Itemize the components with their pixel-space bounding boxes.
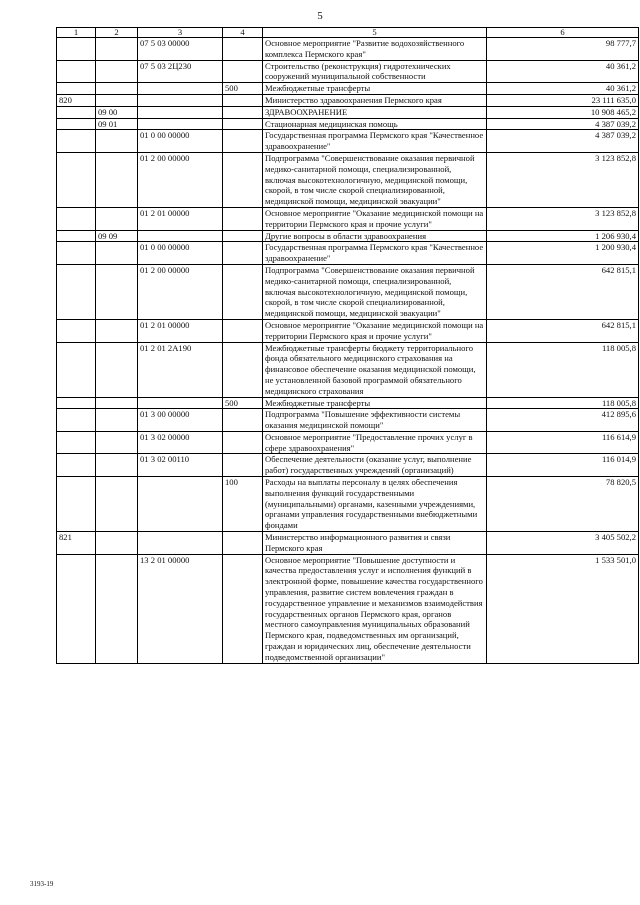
table-row	[57, 94, 639, 106]
ministry-code-cell	[57, 431, 96, 454]
item-name-cell: Межбюджетные трансферты бюджету территориального фонда обязательного медицинского страхования на финансовое обеспечение оказания медицинской помощи, не установленной базовой программой обязательного медицинского страхования	[263, 342, 487, 397]
col-header-2: 2	[96, 28, 138, 38]
amount-cell: 40 361,2	[487, 60, 639, 83]
item-name-cell: Подпрограмма "Совершенствование оказания первичной медико-санитарной помощи, специализированной, включая высокотехнологичную, медицинской помощи, скорой, в том числе скорой специализированной, медицинской помощи, медицинской эвакуации"	[263, 264, 487, 319]
target-article-cell	[138, 83, 223, 95]
item-name-cell: Основное мероприятие "Развитие водохозяйственного комплекса Пермского края"	[263, 38, 487, 61]
section-code-cell	[96, 152, 138, 207]
ministry-code-cell: 820	[57, 94, 96, 106]
section-code-cell	[96, 319, 138, 342]
item-name-cell: Подпрограмма "Совершенствование оказания первичной медико-санитарной помощи, специализированной, включая высокотехнологичную, медицинской помощи, скорой, в том числе скорой специализированной, медицинской помощи, медицинской эвакуации"	[263, 152, 487, 207]
item-name-cell: Государственная программа Пермского края "Качественное здравоохранение"	[263, 130, 487, 153]
ministry-code-cell	[57, 397, 96, 409]
amount-cell: 116 014,9	[487, 454, 639, 477]
table-row	[57, 554, 639, 663]
target-article-cell: 01 3 02 00000	[138, 431, 223, 454]
ministry-code-cell	[57, 106, 96, 118]
expense-type-cell: 500	[223, 397, 263, 409]
expense-type-cell	[223, 431, 263, 454]
item-name-cell: Основное мероприятие "Предоставление прочих услуг в сфере здравоохранения"	[263, 431, 487, 454]
table-row	[57, 454, 639, 477]
table-header-row	[57, 28, 639, 38]
table-row	[57, 477, 639, 532]
ministry-code-cell	[57, 118, 96, 130]
item-name-cell: ЗДРАВООХРАНЕНИЕ	[263, 106, 487, 118]
target-article-cell	[138, 106, 223, 118]
item-name-cell: Другие вопросы в области здравоохранения	[263, 230, 487, 242]
expense-type-cell	[223, 342, 263, 397]
target-article-cell: 01 2 01 00000	[138, 207, 223, 230]
item-name-cell: Стационарная медицинская помощь	[263, 118, 487, 130]
expense-type-cell	[223, 207, 263, 230]
section-code-cell	[96, 342, 138, 397]
section-code-cell	[96, 477, 138, 532]
target-article-cell	[138, 94, 223, 106]
section-code-cell	[96, 60, 138, 83]
section-code-cell	[96, 409, 138, 432]
table-row	[57, 264, 639, 319]
target-article-cell: 01 3 02 00110	[138, 454, 223, 477]
section-code-cell: 09 01	[96, 118, 138, 130]
item-name-cell: Подпрограмма "Повышение эффективности системы оказания медицинской помощи"	[263, 409, 487, 432]
table-row	[57, 319, 639, 342]
col-header-5: 5	[263, 28, 487, 38]
section-code-cell	[96, 38, 138, 61]
col-header-4: 4	[223, 28, 263, 38]
table-row	[57, 532, 639, 555]
item-name-cell: Межбюджетные трансферты	[263, 397, 487, 409]
section-code-cell: 09 09	[96, 230, 138, 242]
expense-type-cell	[223, 532, 263, 555]
amount-cell: 10 908 465,2	[487, 106, 639, 118]
amount-cell: 118 005,8	[487, 342, 639, 397]
ministry-code-cell	[57, 477, 96, 532]
col-header-3: 3	[138, 28, 223, 38]
amount-cell: 116 614,9	[487, 431, 639, 454]
target-article-cell: 01 2 01 00000	[138, 319, 223, 342]
expense-type-cell	[223, 106, 263, 118]
expense-type-cell	[223, 38, 263, 61]
table-row	[57, 431, 639, 454]
ministry-code-cell	[57, 60, 96, 83]
table-row	[57, 397, 639, 409]
section-code-cell	[96, 554, 138, 663]
section-code-cell	[96, 264, 138, 319]
item-name-cell: Строительство (реконструкция) гидротехнических сооружений муниципальной собственности	[263, 60, 487, 83]
section-code-cell	[96, 94, 138, 106]
amount-cell: 3 123 852,8	[487, 207, 639, 230]
section-code-cell	[96, 130, 138, 153]
ministry-code-cell	[57, 83, 96, 95]
amount-cell: 23 111 635,0	[487, 94, 639, 106]
table-row	[57, 152, 639, 207]
ministry-code-cell	[57, 454, 96, 477]
target-article-cell	[138, 230, 223, 242]
ministry-code-cell	[57, 130, 96, 153]
page-number: 5	[317, 10, 323, 22]
target-article-cell	[138, 397, 223, 409]
ministry-code-cell	[57, 409, 96, 432]
ministry-code-cell	[57, 152, 96, 207]
expense-type-cell	[223, 60, 263, 83]
ministry-code-cell	[57, 342, 96, 397]
expense-type-cell	[223, 230, 263, 242]
target-article-cell: 07 5 03 00000	[138, 38, 223, 61]
table-row	[57, 38, 639, 61]
section-code-cell	[96, 83, 138, 95]
expense-type-cell	[223, 319, 263, 342]
amount-cell: 4 387 039,2	[487, 118, 639, 130]
expense-type-cell	[223, 152, 263, 207]
item-name-cell: Обеспечение деятельности (оказание услуг, выполнение работ) государственных учреждений (организаций)	[263, 454, 487, 477]
amount-cell: 3 123 852,8	[487, 152, 639, 207]
ministry-code-cell	[57, 207, 96, 230]
target-article-cell	[138, 118, 223, 130]
item-name-cell: Основное мероприятие "Повышение доступности и качества предоставления услуг и исполнения функций в электронной форме, повышение качества государственного управления, развитие систем вовлечения граждан в государственное управление и механизмов взаимодействия государственных органов Пермского края, органов местного самоуправления муниципальных образований Пермского края, подведомственных им организаций, граждан и юридических лиц, обеспечение деятельности подведомственной организации"	[263, 554, 487, 663]
budget-table	[56, 27, 639, 664]
table-row	[57, 106, 639, 118]
ministry-code-cell	[57, 554, 96, 663]
table-row	[57, 230, 639, 242]
table-row	[57, 207, 639, 230]
table-row	[57, 130, 639, 153]
section-code-cell	[96, 207, 138, 230]
expense-type-cell: 500	[223, 83, 263, 95]
target-article-cell: 01 0 00 00000	[138, 242, 223, 265]
item-name-cell: Государственная программа Пермского края "Качественное здравоохранение"	[263, 242, 487, 265]
amount-cell: 4 387 039,2	[487, 130, 639, 153]
target-article-cell: 01 3 00 00000	[138, 409, 223, 432]
amount-cell: 118 005,8	[487, 397, 639, 409]
expense-type-cell	[223, 94, 263, 106]
target-article-cell	[138, 532, 223, 555]
table-row	[57, 342, 639, 397]
amount-cell: 1 533 501,0	[487, 554, 639, 663]
item-name-cell: Основное мероприятие "Оказание медицинской помощи на территории Пермского края и прочие услуги"	[263, 207, 487, 230]
target-article-cell: 01 2 01 2А190	[138, 342, 223, 397]
expense-type-cell: 100	[223, 477, 263, 532]
target-article-cell	[138, 477, 223, 532]
table-row	[57, 83, 639, 95]
amount-cell: 78 820,5	[487, 477, 639, 532]
table-row	[57, 118, 639, 130]
section-code-cell	[96, 454, 138, 477]
col-header-6: 6	[487, 28, 639, 38]
target-article-cell: 07 5 03 2Ц230	[138, 60, 223, 83]
table-row	[57, 242, 639, 265]
target-article-cell: 01 2 00 00000	[138, 264, 223, 319]
ministry-code-cell	[57, 242, 96, 265]
item-name-cell: Межбюджетные трансферты	[263, 83, 487, 95]
amount-cell: 98 777,7	[487, 38, 639, 61]
item-name-cell: Расходы на выплаты персоналу в целях обеспечения выполнения функций государственными (муниципальными) органами, казенными учреждениями, органами управления государственными внебюджетными фондами	[263, 477, 487, 532]
section-code-cell	[96, 532, 138, 555]
section-code-cell: 09 00	[96, 106, 138, 118]
target-article-cell: 13 2 01 00000	[138, 554, 223, 663]
ministry-code-cell	[57, 319, 96, 342]
table-row	[57, 60, 639, 83]
table-row	[57, 409, 639, 432]
section-code-cell	[96, 431, 138, 454]
ministry-code-cell	[57, 38, 96, 61]
amount-cell: 40 361,2	[487, 83, 639, 95]
expense-type-cell	[223, 554, 263, 663]
amount-cell: 1 206 930,4	[487, 230, 639, 242]
expense-type-cell	[223, 454, 263, 477]
amount-cell: 642 815,1	[487, 319, 639, 342]
ministry-code-cell	[57, 230, 96, 242]
document-code: 3193-19	[30, 880, 54, 888]
item-name-cell: Министерство информационного развития и связи Пермского края	[263, 532, 487, 555]
expense-type-cell	[223, 118, 263, 130]
expense-type-cell	[223, 130, 263, 153]
ministry-code-cell: 821	[57, 532, 96, 555]
expense-type-cell	[223, 264, 263, 319]
amount-cell: 3 405 502,2	[487, 532, 639, 555]
item-name-cell: Основное мероприятие "Оказание медицинской помощи на территории Пермского края и прочие услуги"	[263, 319, 487, 342]
amount-cell: 412 895,6	[487, 409, 639, 432]
amount-cell: 1 200 930,4	[487, 242, 639, 265]
section-code-cell	[96, 242, 138, 265]
expense-type-cell	[223, 409, 263, 432]
ministry-code-cell	[57, 264, 96, 319]
col-header-1: 1	[57, 28, 96, 38]
expense-type-cell	[223, 242, 263, 265]
target-article-cell: 01 2 00 00000	[138, 152, 223, 207]
item-name-cell: Министерство здравоохранения Пермского края	[263, 94, 487, 106]
target-article-cell: 01 0 00 00000	[138, 130, 223, 153]
amount-cell: 642 815,1	[487, 264, 639, 319]
section-code-cell	[96, 397, 138, 409]
